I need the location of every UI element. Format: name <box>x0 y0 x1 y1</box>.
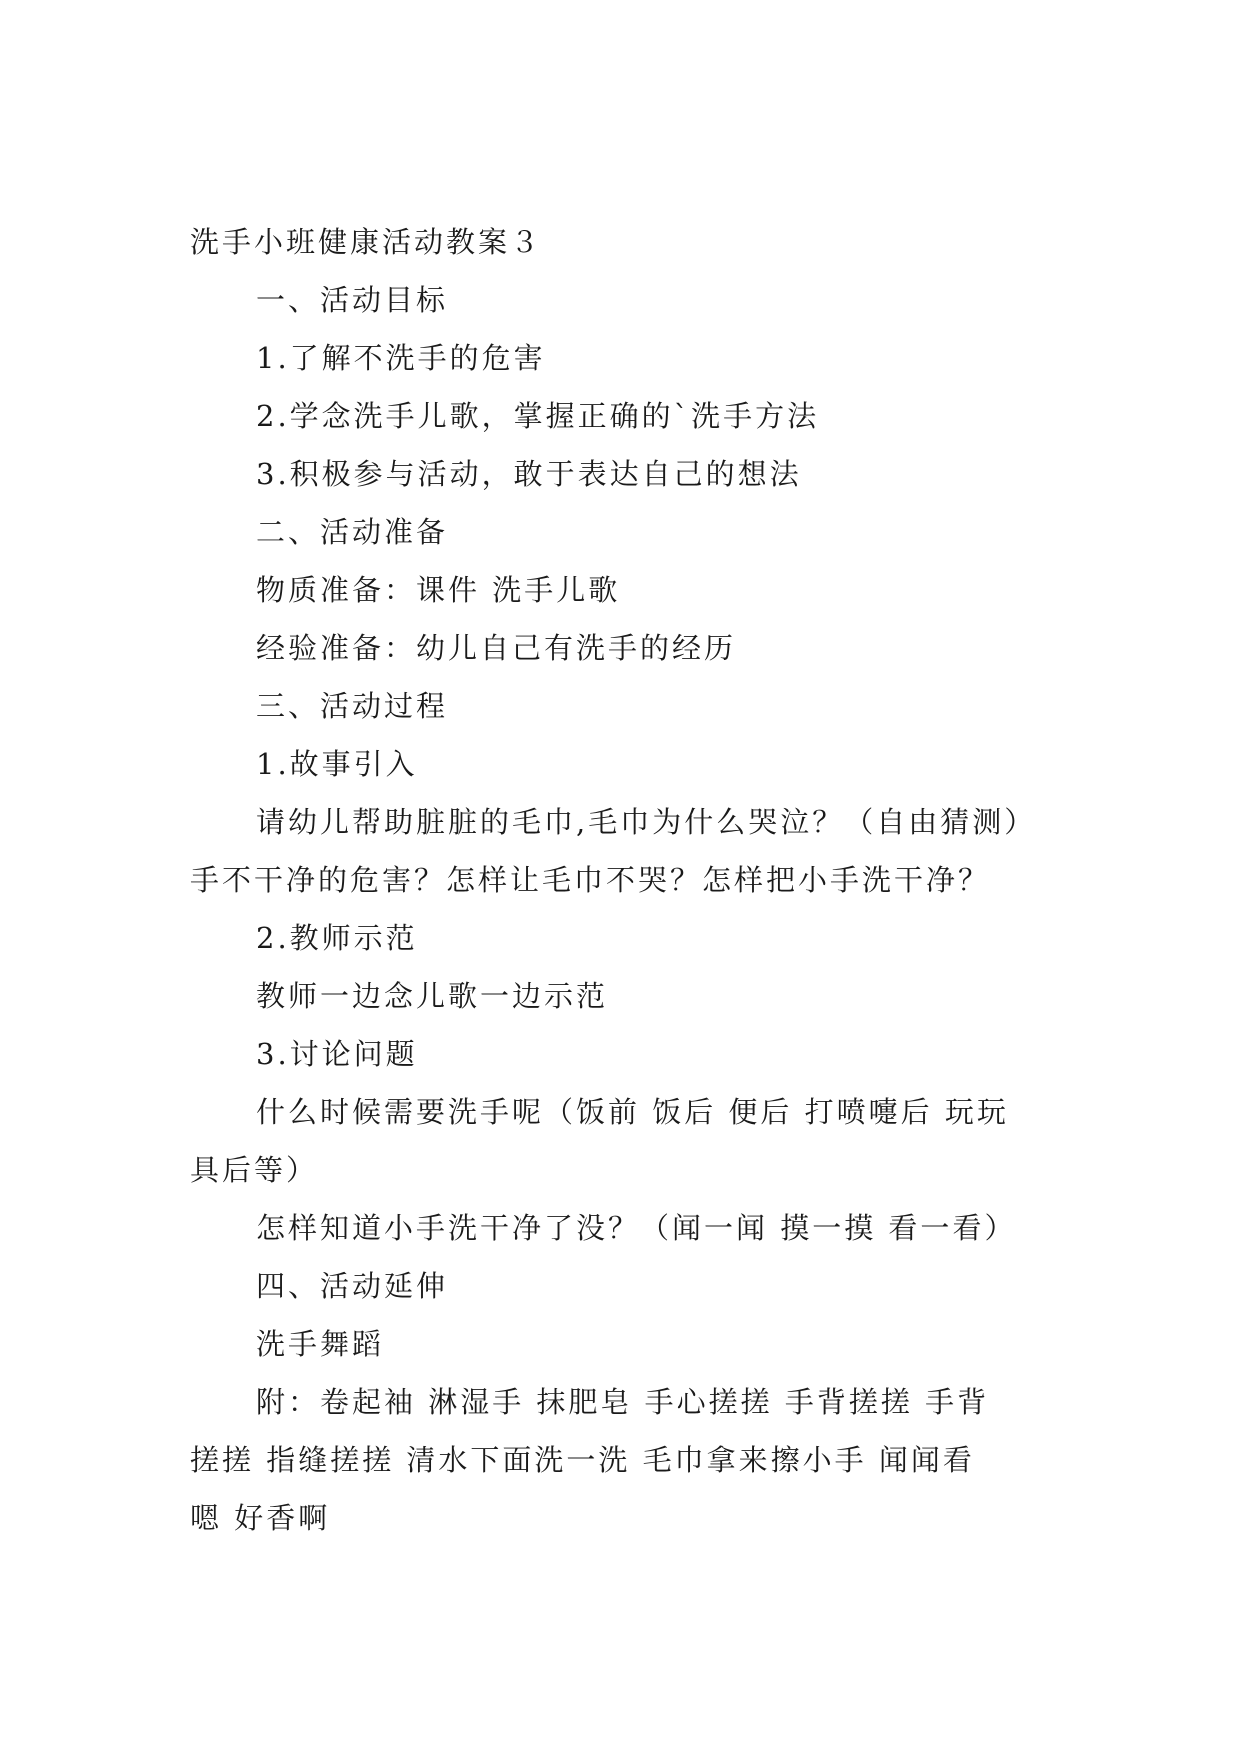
preparation-experience: 经验准备：幼儿自己有洗手的经历 <box>256 631 737 665</box>
process-step-3-question: 怎样知道小手洗干净了没？（闻一闻 摸一摸 看一看） <box>256 1211 1017 1245</box>
process-step-2-text: 教师一边念儿歌一边示范 <box>256 979 609 1013</box>
section-heading-preparation: 二、活动准备 <box>256 515 449 549</box>
goal-item-3: 3.积极参与活动，敢于表达自己的想法 <box>256 457 802 491</box>
document-title: 洗手小班健康活动教案３ <box>190 225 543 259</box>
goal-item-1: 1.了解不洗手的危害 <box>256 341 546 375</box>
extension-dance: 洗手舞蹈 <box>256 1327 385 1361</box>
process-step-1-text: 请幼儿帮助脏脏的毛巾,毛巾为什么哭泣？（自由猜测） <box>256 805 1037 839</box>
goal-item-2: 2.学念洗手儿歌，掌握正确的`洗手方法 <box>256 399 820 433</box>
section-heading-extension: 四、活动延伸 <box>256 1269 449 1303</box>
section-heading-process: 三、活动过程 <box>256 689 449 723</box>
preparation-materials: 物质准备：课件 洗手儿歌 <box>256 573 621 607</box>
process-step-3-text-cont: 具后等） <box>190 1153 319 1187</box>
process-step-2-title: 2.教师示范 <box>256 921 418 955</box>
process-step-1-text-cont: 手不干净的危害？怎样让毛巾不哭？怎样把小手洗干净？ <box>190 863 991 897</box>
appendix-rhyme-cont-1: 搓搓 指缝搓搓 清水下面洗一洗 毛巾拿来擦小手 闻闻看 <box>190 1443 975 1477</box>
process-step-3-title: 3.讨论问题 <box>256 1037 418 1071</box>
appendix-rhyme-cont-2: 嗯 好香啊 <box>190 1501 331 1535</box>
appendix-rhyme: 附：卷起袖 淋湿手 抹肥皂 手心搓搓 手背搓搓 手背 <box>256 1385 990 1419</box>
section-heading-goals: 一、活动目标 <box>256 283 449 317</box>
process-step-1-title: 1.故事引入 <box>256 747 418 781</box>
process-step-3-text: 什么时候需要洗手呢（饭前 饭后 便后 打喷嚏后 玩玩 <box>256 1095 1009 1129</box>
